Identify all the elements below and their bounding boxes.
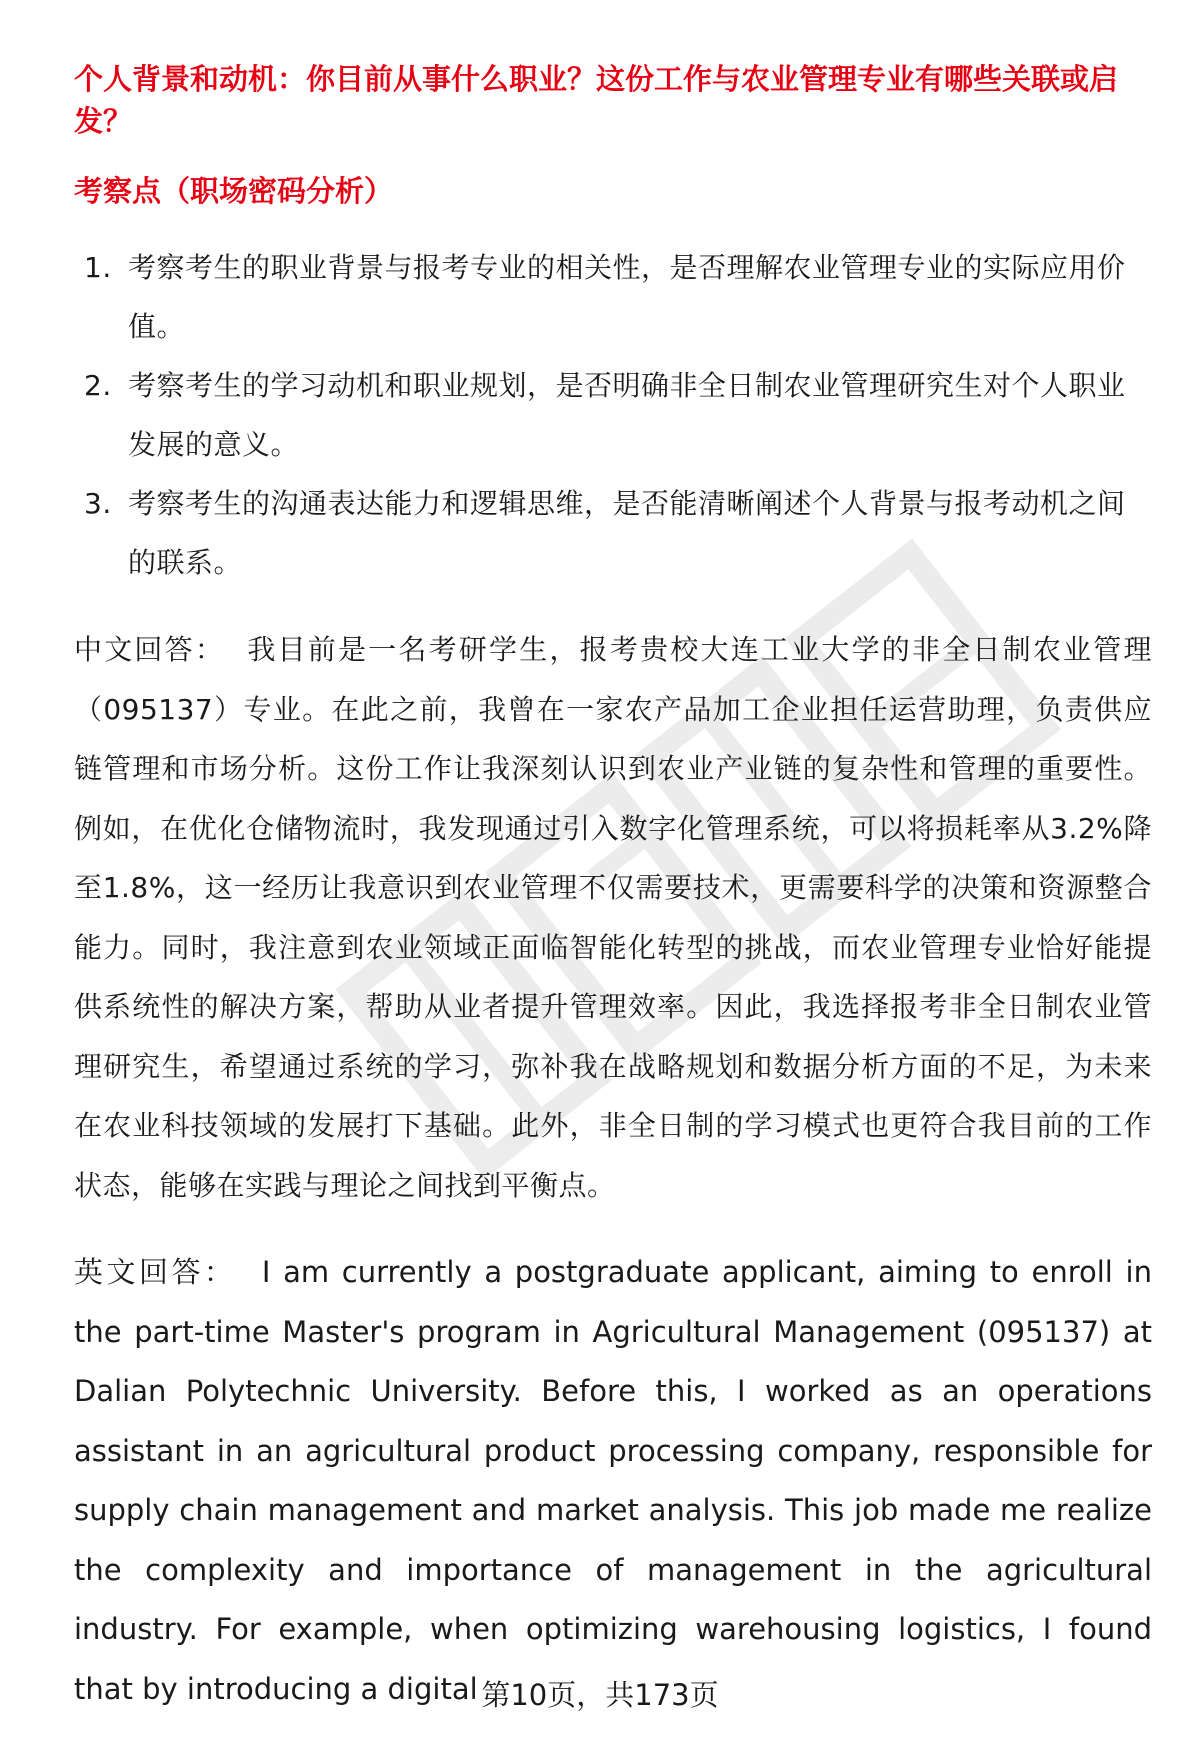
english-answer-text: I am currently a postgraduate applicant, aiming to enroll in the part-time Master's program in Agricultural Management (095137) at Dalian Polytechnic University. Before this, I worked as an operations assistant in an agricultural product processing company, responsible for supply chain management and market analysis. This job made me realize the complexity and importance of management in the agricultural industry. For example, when optimizing warehousing logistics, I found that by introducing a digital bbox=[74, 1255, 1152, 1706]
english-answer-label: 英文回答： bbox=[74, 1255, 237, 1289]
question-heading: 个人背景和动机：你目前从事什么职业？这份工作与农业管理专业有哪些关联或启发？ bbox=[74, 62, 1119, 138]
list-item bbox=[74, 356, 1152, 474]
list-item-text: 考察考生的学习动机和职业规划，是否明确非全日制农业管理研究生对个人职业发展的意义。 bbox=[128, 369, 1126, 461]
section-title: 考察点（职场密码分析） bbox=[74, 174, 394, 208]
assessment-points-list bbox=[74, 238, 1152, 592]
list-item-text: 考察考生的沟通表达能力和逻辑思维，是否能清晰阐述个人背景与报考动机之间的联系。 bbox=[128, 487, 1126, 579]
list-number: 2. bbox=[84, 369, 112, 402]
list-item bbox=[74, 238, 1152, 356]
page-number-footer: 第10页，共173页 bbox=[481, 1678, 719, 1712]
list-item bbox=[74, 474, 1152, 592]
chinese-answer-label: 中文回答： bbox=[74, 633, 226, 666]
list-number: 1. bbox=[84, 251, 112, 284]
chinese-answer bbox=[74, 620, 1152, 1215]
list-item-text: 考察考生的职业背景与报考专业的相关性，是否理解农业管理专业的实际应用价值。 bbox=[128, 251, 1126, 343]
list-number: 3. bbox=[84, 487, 112, 520]
chinese-answer-text: 我目前是一名考研学生，报考贵校大连工业大学的非全日制农业管理（095137）专业。在此之前，我曾在一家农产品加工企业担任运营助理，负责供应链管理和市场分析。这份工作让我深刻认识到农业产业链的复杂性和管理的重要性。例如，在优化仓储物流时，我发现通过引入数字化管理系统，可以将损耗率从3.2%降至1.8%，这一经历让我意识到农业管理不仅需要技术，更需要科学的决策和资源整合能力。同时，我注意到农业领域正面临智能化转型的挑战，而农业管理专业恰好能提供系统性的解决方案，帮助从业者提升管理效率。因此，我选择报考非全日制农业管理研究生，希望通过系统的学习，弥补我在战略规划和数据分析方面的不足，为未来在农业科技领域的发展打下基础。此外，非全日制的学习模式也更符合我目前的工作状态，能够在实践与理论之间找到平衡点。 bbox=[74, 633, 1152, 1202]
